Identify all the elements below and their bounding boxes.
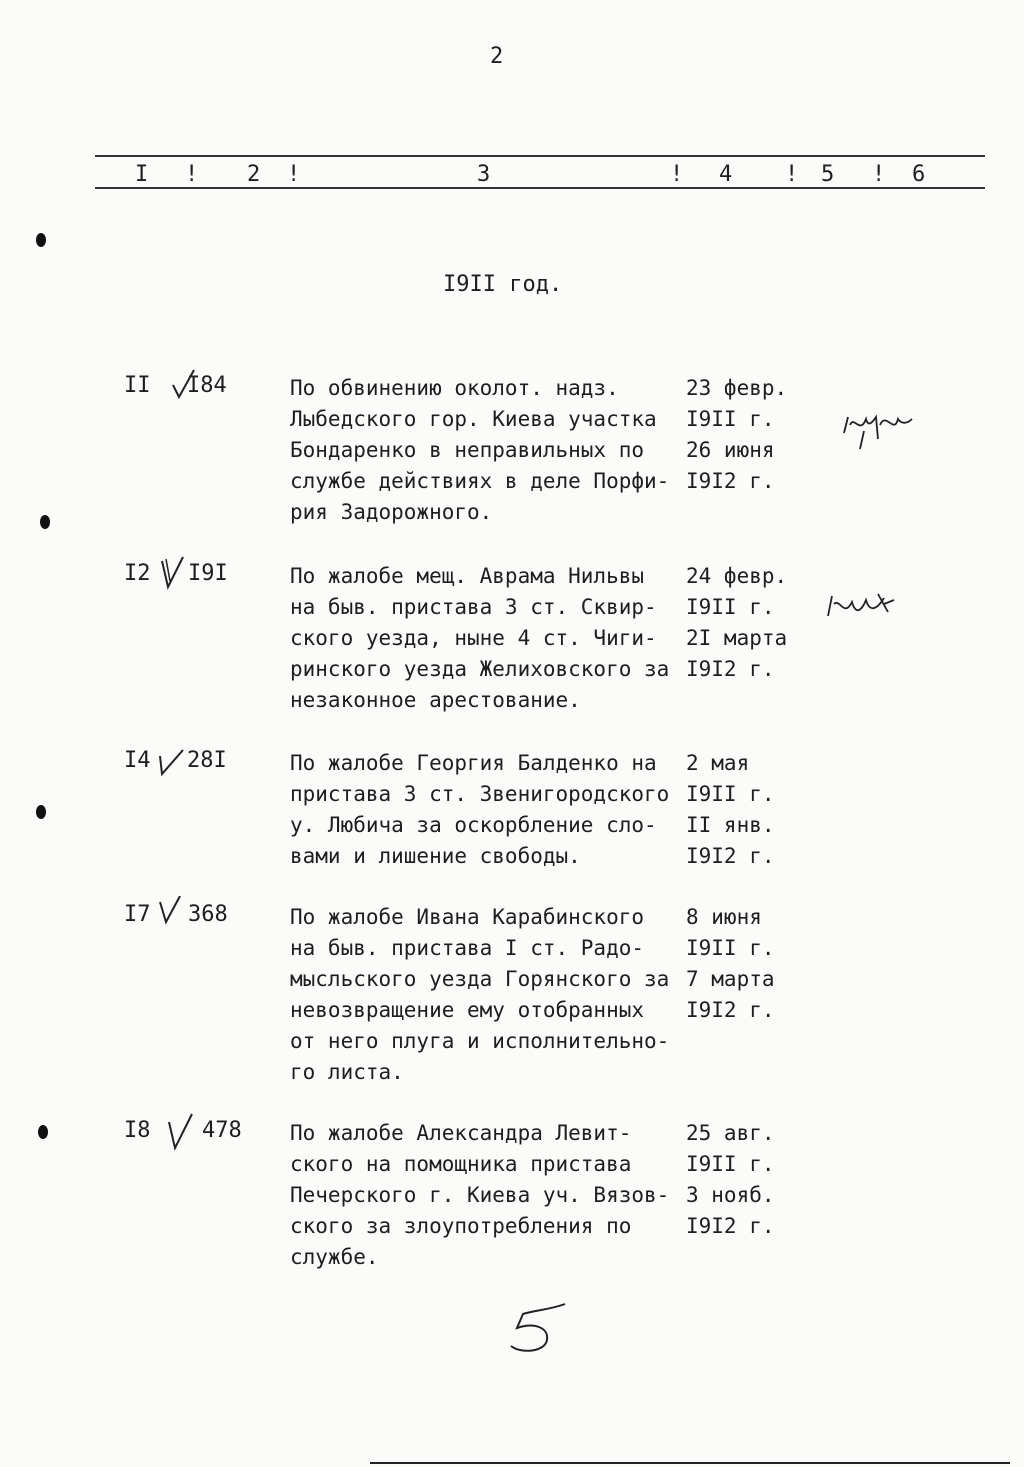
checkmark-icon	[158, 555, 186, 591]
date-line: 24 февр.	[686, 564, 788, 588]
column-separator: !	[670, 162, 684, 187]
entry-number: I7	[124, 902, 151, 927]
column-header-4: 4	[719, 162, 733, 187]
column-separator: !	[287, 162, 301, 187]
description-line: Бондаренко в неправильных по	[290, 438, 645, 462]
description-line: службе.	[290, 1245, 379, 1269]
binding-hole	[36, 805, 46, 819]
entry-description	[290, 748, 685, 872]
binding-hole	[36, 233, 46, 247]
description-line: По жалобе Александра Левит-	[290, 1121, 632, 1145]
date-line: I9I2 г.	[686, 469, 775, 493]
description-line: рия Задорожного.	[290, 500, 493, 524]
entry-dates	[686, 902, 806, 1026]
entry-description	[290, 1118, 685, 1273]
date-line: I9II г.	[686, 1152, 775, 1176]
description-line: По обвинению околот. надз.	[290, 376, 619, 400]
description-line: ского за злоупотребления по	[290, 1214, 632, 1238]
column-separator: !	[185, 162, 199, 187]
description-line: от него плуга и исполнительно-	[290, 1029, 670, 1053]
description-line: Печерского г. Киева уч. Вязов-	[290, 1183, 670, 1207]
date-line: I9I2 г.	[686, 1214, 775, 1238]
date-line: II янв.	[686, 813, 775, 837]
checkmark-icon	[166, 1112, 196, 1152]
file-number: 28I	[187, 748, 227, 773]
description-line: у. Любича за оскорбление сло-	[290, 813, 657, 837]
date-line: 23 февр.	[686, 376, 788, 400]
entry-number: I2	[124, 561, 151, 586]
description-line: ского на помощника пристава	[290, 1152, 632, 1176]
handwritten-signature	[838, 405, 918, 465]
file-number: I9I	[188, 561, 228, 586]
column-header-1: I	[135, 162, 149, 187]
entry-dates	[686, 561, 806, 685]
entry-description	[290, 373, 685, 528]
binding-hole	[40, 515, 50, 529]
year-heading: I9II год.	[443, 272, 563, 297]
column-separator: !	[872, 162, 886, 187]
column-header-2: 2	[247, 162, 261, 187]
date-line: I9II г.	[686, 595, 775, 619]
description-line: По жалобе Ивана Карабинского	[290, 905, 645, 929]
entry-dates	[686, 373, 806, 497]
page-number: 2	[490, 44, 504, 69]
handwritten-signature	[822, 590, 902, 624]
description-line: вами и лишение свободы.	[290, 844, 581, 868]
date-line: I9II г.	[686, 407, 775, 431]
file-number: 478	[202, 1118, 242, 1143]
date-line: 2 мая	[686, 751, 750, 775]
date-line: 2I марта	[686, 626, 788, 650]
description-line: ского уезда, ныне 4 ст. Чиги-	[290, 626, 657, 650]
entry-description	[290, 902, 685, 1088]
date-line: I9II г.	[686, 936, 775, 960]
date-line: 7 марта	[686, 967, 775, 991]
binding-hole	[38, 1125, 48, 1139]
date-line: 25 авг.	[686, 1121, 775, 1145]
date-line: 8 июня	[686, 905, 762, 929]
description-line: пристава 3 ст. Звенигородского	[290, 782, 670, 806]
header-rule-top	[95, 155, 985, 157]
date-line: I9I2 г.	[686, 844, 775, 868]
entry-number: II	[124, 373, 151, 398]
description-line: го листа.	[290, 1060, 404, 1084]
header-rule-bottom	[95, 187, 985, 189]
handwritten-sheet-number	[505, 1300, 575, 1356]
column-header-6: 6	[912, 162, 926, 187]
date-line: I9I2 г.	[686, 998, 775, 1022]
description-line: ринского уезда Желиховского за	[290, 657, 670, 681]
checkmark-icon	[156, 742, 186, 778]
description-line: невозвращение ему отобранных	[290, 998, 645, 1022]
file-number: 368	[188, 902, 228, 927]
date-line: 26 июня	[686, 438, 775, 462]
entry-description	[290, 561, 685, 716]
column-header-3: 3	[477, 162, 491, 187]
description-line: на быв. пристава I ст. Радо-	[290, 936, 645, 960]
description-line: на быв. пристава 3 ст. Сквир-	[290, 595, 657, 619]
description-line: По жалобе мещ. Аврама Нильвы	[290, 564, 645, 588]
column-separator: !	[785, 162, 799, 187]
description-line: мысльского уезда Горянского за	[290, 967, 670, 991]
description-line: Лыбедского гор. Киева участка	[290, 407, 657, 431]
entry-dates	[686, 1118, 806, 1242]
bottom-edge-line	[370, 1462, 1010, 1464]
column-header-5: 5	[821, 162, 835, 187]
entry-number: I4	[124, 748, 151, 773]
file-number: I84	[187, 373, 227, 398]
date-line: I9I2 г.	[686, 657, 775, 681]
checkmark-icon	[156, 896, 186, 930]
description-line: незаконное арестование.	[290, 688, 581, 712]
entry-dates	[686, 748, 806, 872]
description-line: службе действиях в деле Порфи-	[290, 469, 670, 493]
entry-number: I8	[124, 1118, 151, 1143]
date-line: I9II г.	[686, 782, 775, 806]
date-line: 3 нояб.	[686, 1183, 775, 1207]
description-line: По жалобе Георгия Балденко на	[290, 751, 657, 775]
